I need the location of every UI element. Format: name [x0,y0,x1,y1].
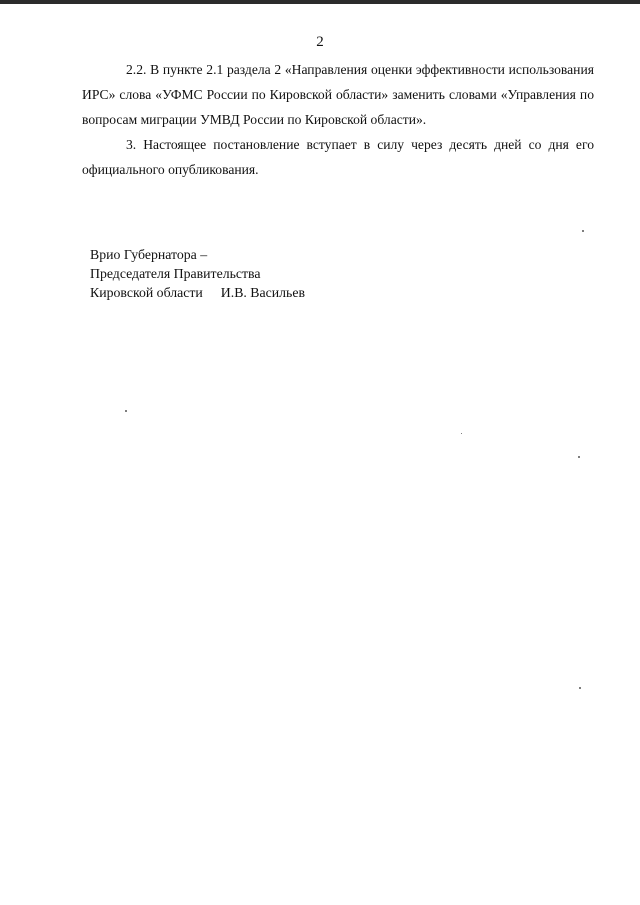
paragraph-2-2: 2.2. В пункте 2.1 раздела 2 «Направления оценки эффективности использования ИРС» слова «УФМС России по Кировской области» заменить словами «Управления по вопросам миграции УМВД России по Кировской области». [82,62,594,127]
signature-region: Кировской области [90,285,203,300]
signature-block [90,245,305,302]
signatory-name: И.В. Васильев [220,285,305,300]
signature-title-line-3 [90,283,305,302]
scan-speck [461,433,462,434]
scan-speck [578,456,580,458]
paragraph-3: 3. Настоящее постановление вступает в силу через десять дней со дня его официального опубликования. [82,137,594,178]
document-body [82,58,594,184]
scan-speck [125,410,127,412]
signature-title-line-2: Председателя Правительства [90,266,261,281]
signature-title-line-1: Врио Губернатора – [90,247,208,262]
scan-speck [582,230,584,232]
scan-top-edge [0,0,640,4]
page-number: 2 [316,34,324,50]
scan-speck [579,687,581,689]
